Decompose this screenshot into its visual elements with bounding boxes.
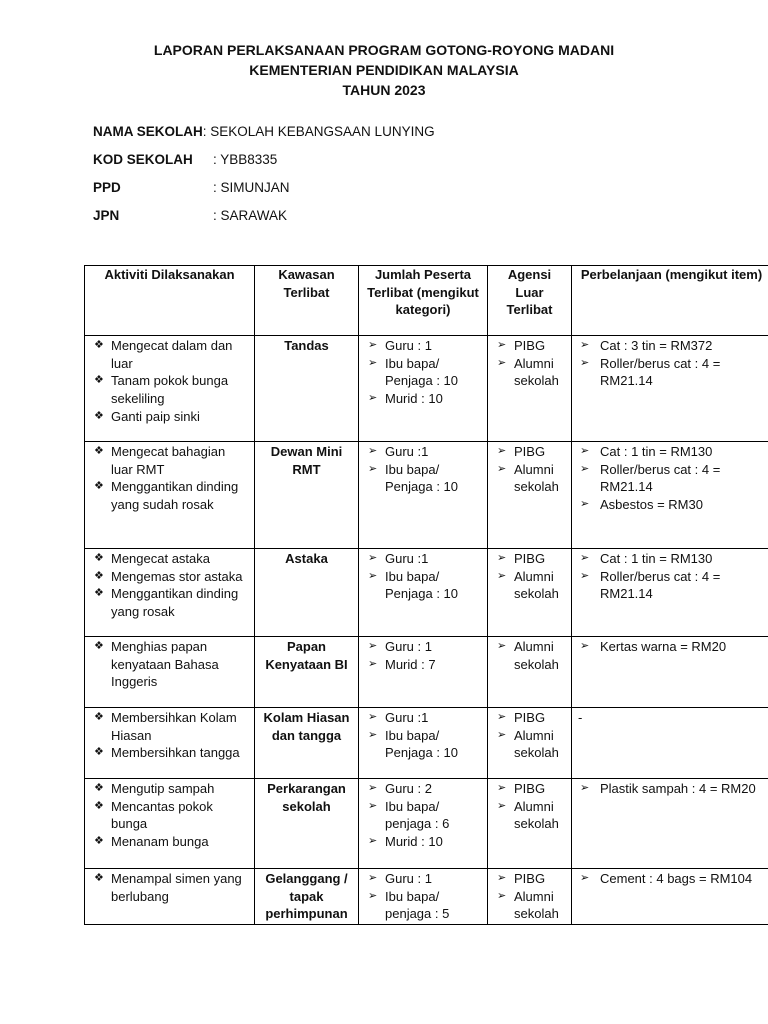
arrow-bullet-icon: ➢ xyxy=(368,889,378,902)
activity-item xyxy=(89,408,250,426)
title-line-3: TAHUN 2023 xyxy=(342,82,426,98)
agency-item-list xyxy=(492,780,567,833)
expense-item-text: Roller/berus cat : 4 = RM21.14 xyxy=(600,568,721,602)
activity-item-text: Membersihkan tangga xyxy=(111,745,240,761)
arrow-bullet-icon: ➢ xyxy=(368,356,378,369)
activity-cell xyxy=(85,708,255,779)
arrow-bullet-icon: ➢ xyxy=(497,640,507,652)
activity-cell xyxy=(85,336,255,442)
diamond-bullet-icon: ❖ xyxy=(94,552,104,564)
expense-item-list xyxy=(576,443,767,514)
info-label: PPD xyxy=(93,180,121,195)
expense-item xyxy=(576,443,767,461)
agency-item-text: Alumni sekolah xyxy=(514,639,559,672)
participant-item-text: Ibu bapa/ Penjaga : 10 xyxy=(385,727,459,761)
table-row xyxy=(85,779,768,869)
arrow-bullet-icon: ➢ xyxy=(368,799,378,812)
area-cell: Papan Kenyataan BI xyxy=(255,637,359,708)
participants-cell xyxy=(359,637,488,708)
column-header-area: Kawasan Terlibat xyxy=(255,266,359,336)
info-value: : SARAWAK xyxy=(213,208,288,223)
arrow-bullet-icon: ➢ xyxy=(580,356,590,369)
activity-cell xyxy=(85,637,255,708)
activity-item xyxy=(89,550,250,568)
participant-item-list xyxy=(363,337,483,408)
diamond-bullet-icon: ❖ xyxy=(94,480,104,493)
table-header-row xyxy=(85,266,768,336)
agency-item xyxy=(492,550,567,568)
participant-item-text: Ibu bapa/ Penjaga : 10 xyxy=(385,355,459,389)
area-cell: Gelanggang / tapak perhimpunan xyxy=(255,869,359,925)
info-value: : SIMUNJAN xyxy=(213,180,290,195)
participant-item xyxy=(363,780,483,798)
activity-item xyxy=(89,638,250,691)
expense-item xyxy=(576,870,767,888)
arrow-bullet-icon: ➢ xyxy=(580,782,590,794)
agency-item xyxy=(492,870,567,888)
agency-item-text: Alumni sekolah xyxy=(514,888,559,922)
arrow-bullet-icon: ➢ xyxy=(368,728,378,741)
diamond-bullet-icon: ❖ xyxy=(94,711,104,723)
participant-item xyxy=(363,550,483,568)
participants-cell xyxy=(359,708,488,779)
column-header-expenses: Perbelanjaan (mengikut item) xyxy=(572,266,768,336)
agencies-cell xyxy=(488,336,572,442)
arrow-bullet-icon: ➢ xyxy=(580,872,590,884)
agency-item-text: Alumni sekolah xyxy=(514,461,559,495)
arrow-bullet-icon: ➢ xyxy=(497,445,507,457)
expense-item-list xyxy=(576,638,767,656)
agency-item-text: PIBG xyxy=(514,871,546,886)
diamond-bullet-icon: ❖ xyxy=(94,746,104,759)
diamond-bullet-icon: ❖ xyxy=(94,339,104,351)
agency-item xyxy=(492,780,567,798)
arrow-bullet-icon: ➢ xyxy=(368,872,378,884)
activity-item xyxy=(89,833,250,851)
agencies-cell xyxy=(488,637,572,708)
expense-item xyxy=(576,461,767,496)
participant-item-text: Guru : 1 xyxy=(385,871,432,886)
title-line-2: KEMENTERIAN PENDIDIKAN MALAYSIA xyxy=(249,62,519,78)
arrow-bullet-icon: ➢ xyxy=(580,462,590,475)
expense-item-text: Cement : 4 bags = RM104 xyxy=(600,871,753,886)
diamond-bullet-icon: ❖ xyxy=(94,835,104,848)
activity-item-text: Menghias papan kenyataan Bahasa Inggeris xyxy=(111,639,219,690)
participant-item-text: Ibu bapa/ penjaga : 6 xyxy=(385,798,450,832)
agencies-cell xyxy=(488,549,572,637)
participant-item-text: Ibu bapa/ penjaga : 5 xyxy=(385,888,450,922)
activity-table xyxy=(84,265,768,925)
arrow-bullet-icon: ➢ xyxy=(368,835,378,848)
arrow-bullet-icon: ➢ xyxy=(497,339,507,351)
expenses-cell xyxy=(572,637,768,708)
arrow-bullet-icon: ➢ xyxy=(368,657,378,670)
expense-item-list xyxy=(576,550,767,603)
activity-cell xyxy=(85,869,255,925)
participant-item xyxy=(363,390,483,408)
activity-item-text: Mengecat dalam dan luar xyxy=(111,338,233,371)
arrow-bullet-icon: ➢ xyxy=(497,782,507,794)
agency-item xyxy=(492,355,567,390)
expense-item xyxy=(576,496,767,514)
column-header-agencies: Agensi Luar Terlibat xyxy=(488,266,572,336)
column-header-participants: Jumlah Peserta Terlibat (mengikut kategori) xyxy=(359,266,488,336)
agency-item-text: Alumni sekolah xyxy=(514,727,559,761)
column-header-activity: Aktiviti Dilaksanakan xyxy=(85,266,255,336)
diamond-bullet-icon: ❖ xyxy=(94,374,104,387)
agencies-cell xyxy=(488,442,572,549)
arrow-bullet-icon: ➢ xyxy=(497,552,507,564)
agencies-cell xyxy=(488,869,572,925)
table-row xyxy=(85,549,768,637)
report-title xyxy=(0,40,768,100)
expense-item xyxy=(576,337,767,355)
participant-item xyxy=(363,709,483,727)
participant-item xyxy=(363,888,483,923)
arrow-bullet-icon: ➢ xyxy=(580,552,590,564)
expense-item-text: Roller/berus cat : 4 = RM21.14 xyxy=(600,355,721,389)
agency-item-text: PIBG xyxy=(514,338,546,353)
activity-item-text: Tanam pokok bunga sekeliling xyxy=(111,373,229,407)
arrow-bullet-icon: ➢ xyxy=(368,445,378,457)
info-row-jpn xyxy=(93,208,435,236)
diamond-bullet-icon: ❖ xyxy=(94,445,104,457)
area-cell: Kolam Hiasan dan tangga xyxy=(255,708,359,779)
arrow-bullet-icon: ➢ xyxy=(580,498,590,511)
arrow-bullet-icon: ➢ xyxy=(580,640,590,652)
arrow-bullet-icon: ➢ xyxy=(497,872,507,884)
expense-item-text: Cat : 1 tin = RM130 xyxy=(600,551,713,566)
diamond-bullet-icon: ❖ xyxy=(94,872,104,884)
arrow-bullet-icon: ➢ xyxy=(368,339,378,351)
activity-cell xyxy=(85,779,255,869)
diamond-bullet-icon: ❖ xyxy=(94,782,104,794)
arrow-bullet-icon: ➢ xyxy=(368,640,378,652)
participant-item xyxy=(363,638,483,656)
expense-item-list xyxy=(576,780,767,798)
expense-item-text: Kertas warna = RM20 xyxy=(600,639,727,654)
participant-item-text: Guru :1 xyxy=(385,551,429,566)
activity-item xyxy=(89,870,250,905)
participant-item-list xyxy=(363,870,483,923)
table-row xyxy=(85,442,768,549)
participant-item xyxy=(363,798,483,833)
expenses-cell xyxy=(572,708,768,779)
participant-item-text: Guru : 1 xyxy=(385,639,432,654)
arrow-bullet-icon: ➢ xyxy=(497,356,507,369)
arrow-bullet-icon: ➢ xyxy=(368,569,378,582)
arrow-bullet-icon: ➢ xyxy=(368,392,378,405)
participant-item-text: Guru : 1 xyxy=(385,338,432,353)
table-row xyxy=(85,869,768,925)
activity-item xyxy=(89,478,250,513)
expense-none-text: - xyxy=(578,710,583,725)
participant-item xyxy=(363,727,483,762)
agency-item-text: PIBG xyxy=(514,551,546,566)
activity-cell xyxy=(85,549,255,637)
participant-item xyxy=(363,443,483,461)
participant-item xyxy=(363,355,483,390)
participant-item-text: Guru : 2 xyxy=(385,781,432,796)
info-value: : YBB8335 xyxy=(213,152,278,167)
info-label: JPN xyxy=(93,208,120,223)
info-row-ppd xyxy=(93,180,435,208)
arrow-bullet-icon: ➢ xyxy=(368,711,378,723)
participants-cell xyxy=(359,869,488,925)
agency-item xyxy=(492,709,567,727)
expenses-cell xyxy=(572,336,768,442)
participant-item-list xyxy=(363,638,483,673)
participant-item xyxy=(363,337,483,355)
expense-item xyxy=(576,638,767,656)
activity-item-list xyxy=(89,550,250,621)
expense-item-text: Cat : 3 tin = RM372 xyxy=(600,338,713,353)
table-row xyxy=(85,336,768,442)
expense-item xyxy=(576,780,767,798)
agency-item-list xyxy=(492,870,567,923)
agency-item-list xyxy=(492,443,567,496)
participant-item xyxy=(363,568,483,603)
info-value: : SEKOLAH KEBANGSAAN LUNYING xyxy=(202,124,435,139)
title-line-1: LAPORAN PERLAKSANAAN PROGRAM GOTONG-ROYONG MADANI xyxy=(153,42,615,58)
agency-item-text: Alumni sekolah xyxy=(514,355,559,389)
info-label: KOD SEKOLAH xyxy=(93,152,193,167)
activity-item-text: Mengutip sampah xyxy=(111,781,215,796)
arrow-bullet-icon: ➢ xyxy=(368,462,378,475)
activity-item-text: Ganti paip sinki xyxy=(111,408,200,424)
diamond-bullet-icon: ❖ xyxy=(94,569,104,582)
arrow-bullet-icon: ➢ xyxy=(497,728,507,741)
participants-cell xyxy=(359,549,488,637)
arrow-bullet-icon: ➢ xyxy=(497,711,507,723)
agency-item-list xyxy=(492,337,567,390)
activity-item-text: Mengemas stor astaka xyxy=(111,568,243,584)
activity-item-text: Menggantikan dinding yang sudah rosak xyxy=(111,479,239,513)
diamond-bullet-icon: ❖ xyxy=(94,409,104,422)
activity-item-text: Membersihkan Kolam Hiasan xyxy=(111,710,237,743)
agency-item-list xyxy=(492,709,567,762)
info-label: NAMA SEKOLAH xyxy=(93,124,203,139)
diamond-bullet-icon: ❖ xyxy=(94,587,104,600)
participants-cell xyxy=(359,779,488,869)
arrow-bullet-icon: ➢ xyxy=(580,339,590,351)
agency-item-text: Alumni sekolah xyxy=(514,568,559,602)
activity-item-text: Mengecat bahagian luar RMT xyxy=(111,444,226,477)
activity-item xyxy=(89,372,250,407)
table-body xyxy=(85,336,768,925)
expense-item xyxy=(576,550,767,568)
activity-item xyxy=(89,780,250,798)
participant-item-list xyxy=(363,443,483,496)
area-cell: Perkarangan sekolah xyxy=(255,779,359,869)
agency-item-text: PIBG xyxy=(514,710,546,725)
expenses-cell xyxy=(572,549,768,637)
agency-item-list xyxy=(492,638,567,673)
activity-item xyxy=(89,744,250,762)
activity-item-list xyxy=(89,709,250,762)
agencies-cell xyxy=(488,779,572,869)
arrow-bullet-icon: ➢ xyxy=(580,445,590,457)
participant-item xyxy=(363,870,483,888)
participant-item-text: Murid : 7 xyxy=(385,656,436,672)
info-row-school-code xyxy=(93,152,435,180)
table-row xyxy=(85,708,768,779)
expenses-cell xyxy=(572,442,768,549)
participant-item-text: Murid : 10 xyxy=(385,834,443,850)
participants-cell xyxy=(359,336,488,442)
participant-item xyxy=(363,461,483,496)
activity-item-text: Mengecat astaka xyxy=(111,551,211,566)
agency-item-text: Alumni sekolah xyxy=(514,798,559,832)
activity-item-text: Menanam bunga xyxy=(111,834,209,850)
activity-item xyxy=(89,709,250,744)
participant-item xyxy=(363,833,483,851)
activity-item-list xyxy=(89,337,250,426)
area-cell: Astaka xyxy=(255,549,359,637)
agency-item xyxy=(492,568,567,603)
arrow-bullet-icon: ➢ xyxy=(497,462,507,475)
participant-item-list xyxy=(363,550,483,603)
participant-item-text: Ibu bapa/ Penjaga : 10 xyxy=(385,568,459,602)
activity-item xyxy=(89,585,250,620)
arrow-bullet-icon: ➢ xyxy=(580,569,590,582)
expense-item-list xyxy=(576,870,767,888)
arrow-bullet-icon: ➢ xyxy=(497,889,507,902)
activity-item xyxy=(89,568,250,586)
table-row xyxy=(85,637,768,708)
participant-item-text: Guru :1 xyxy=(385,710,429,725)
area-cell: Tandas xyxy=(255,336,359,442)
activity-item-text: Menggantikan dinding yang rosak xyxy=(111,586,239,620)
arrow-bullet-icon: ➢ xyxy=(368,552,378,564)
agencies-cell xyxy=(488,708,572,779)
expense-item xyxy=(576,568,767,603)
info-row-school-name xyxy=(93,124,435,152)
agency-item-text: PIBG xyxy=(514,781,546,796)
arrow-bullet-icon: ➢ xyxy=(497,799,507,812)
expense-item xyxy=(576,355,767,390)
activity-item-text: Menampal simen yang berlubang xyxy=(111,871,242,904)
agency-item xyxy=(492,798,567,833)
diamond-bullet-icon: ❖ xyxy=(94,640,104,652)
activity-item xyxy=(89,798,250,833)
arrow-bullet-icon: ➢ xyxy=(497,569,507,582)
area-cell: Dewan Mini RMT xyxy=(255,442,359,549)
agency-item-text: PIBG xyxy=(514,444,546,459)
diamond-bullet-icon: ❖ xyxy=(94,799,104,812)
activity-cell xyxy=(85,442,255,549)
expense-item-text: Plastik sampah : 4 = RM20 xyxy=(600,781,756,796)
activity-item-text: Mencantas pokok bunga xyxy=(111,798,213,832)
expense-item-list xyxy=(576,337,767,390)
participants-cell xyxy=(359,442,488,549)
expenses-cell xyxy=(572,779,768,869)
expense-item-text: Cat : 1 tin = RM130 xyxy=(600,444,713,459)
participant-item-list xyxy=(363,780,483,851)
agency-item-list xyxy=(492,550,567,603)
activity-item xyxy=(89,337,250,372)
activity-item-list xyxy=(89,870,250,905)
participant-item-list xyxy=(363,709,483,762)
agency-item xyxy=(492,337,567,355)
agency-item xyxy=(492,888,567,923)
agency-item xyxy=(492,461,567,496)
expense-item-text: Asbestos = RM30 xyxy=(600,497,703,513)
agency-item xyxy=(492,727,567,762)
participant-item-text: Ibu bapa/ Penjaga : 10 xyxy=(385,461,459,495)
activity-item xyxy=(89,443,250,478)
agency-item xyxy=(492,443,567,461)
activity-item-list xyxy=(89,780,250,851)
participant-item xyxy=(363,656,483,674)
expense-item-text: Roller/berus cat : 4 = RM21.14 xyxy=(600,461,721,495)
activity-item-list xyxy=(89,638,250,691)
agency-item xyxy=(492,638,567,673)
activity-item-list xyxy=(89,443,250,514)
school-info xyxy=(93,124,435,236)
participant-item-text: Murid : 10 xyxy=(385,391,443,407)
participant-item-text: Guru :1 xyxy=(385,444,429,459)
arrow-bullet-icon: ➢ xyxy=(368,782,378,794)
expenses-cell xyxy=(572,869,768,925)
